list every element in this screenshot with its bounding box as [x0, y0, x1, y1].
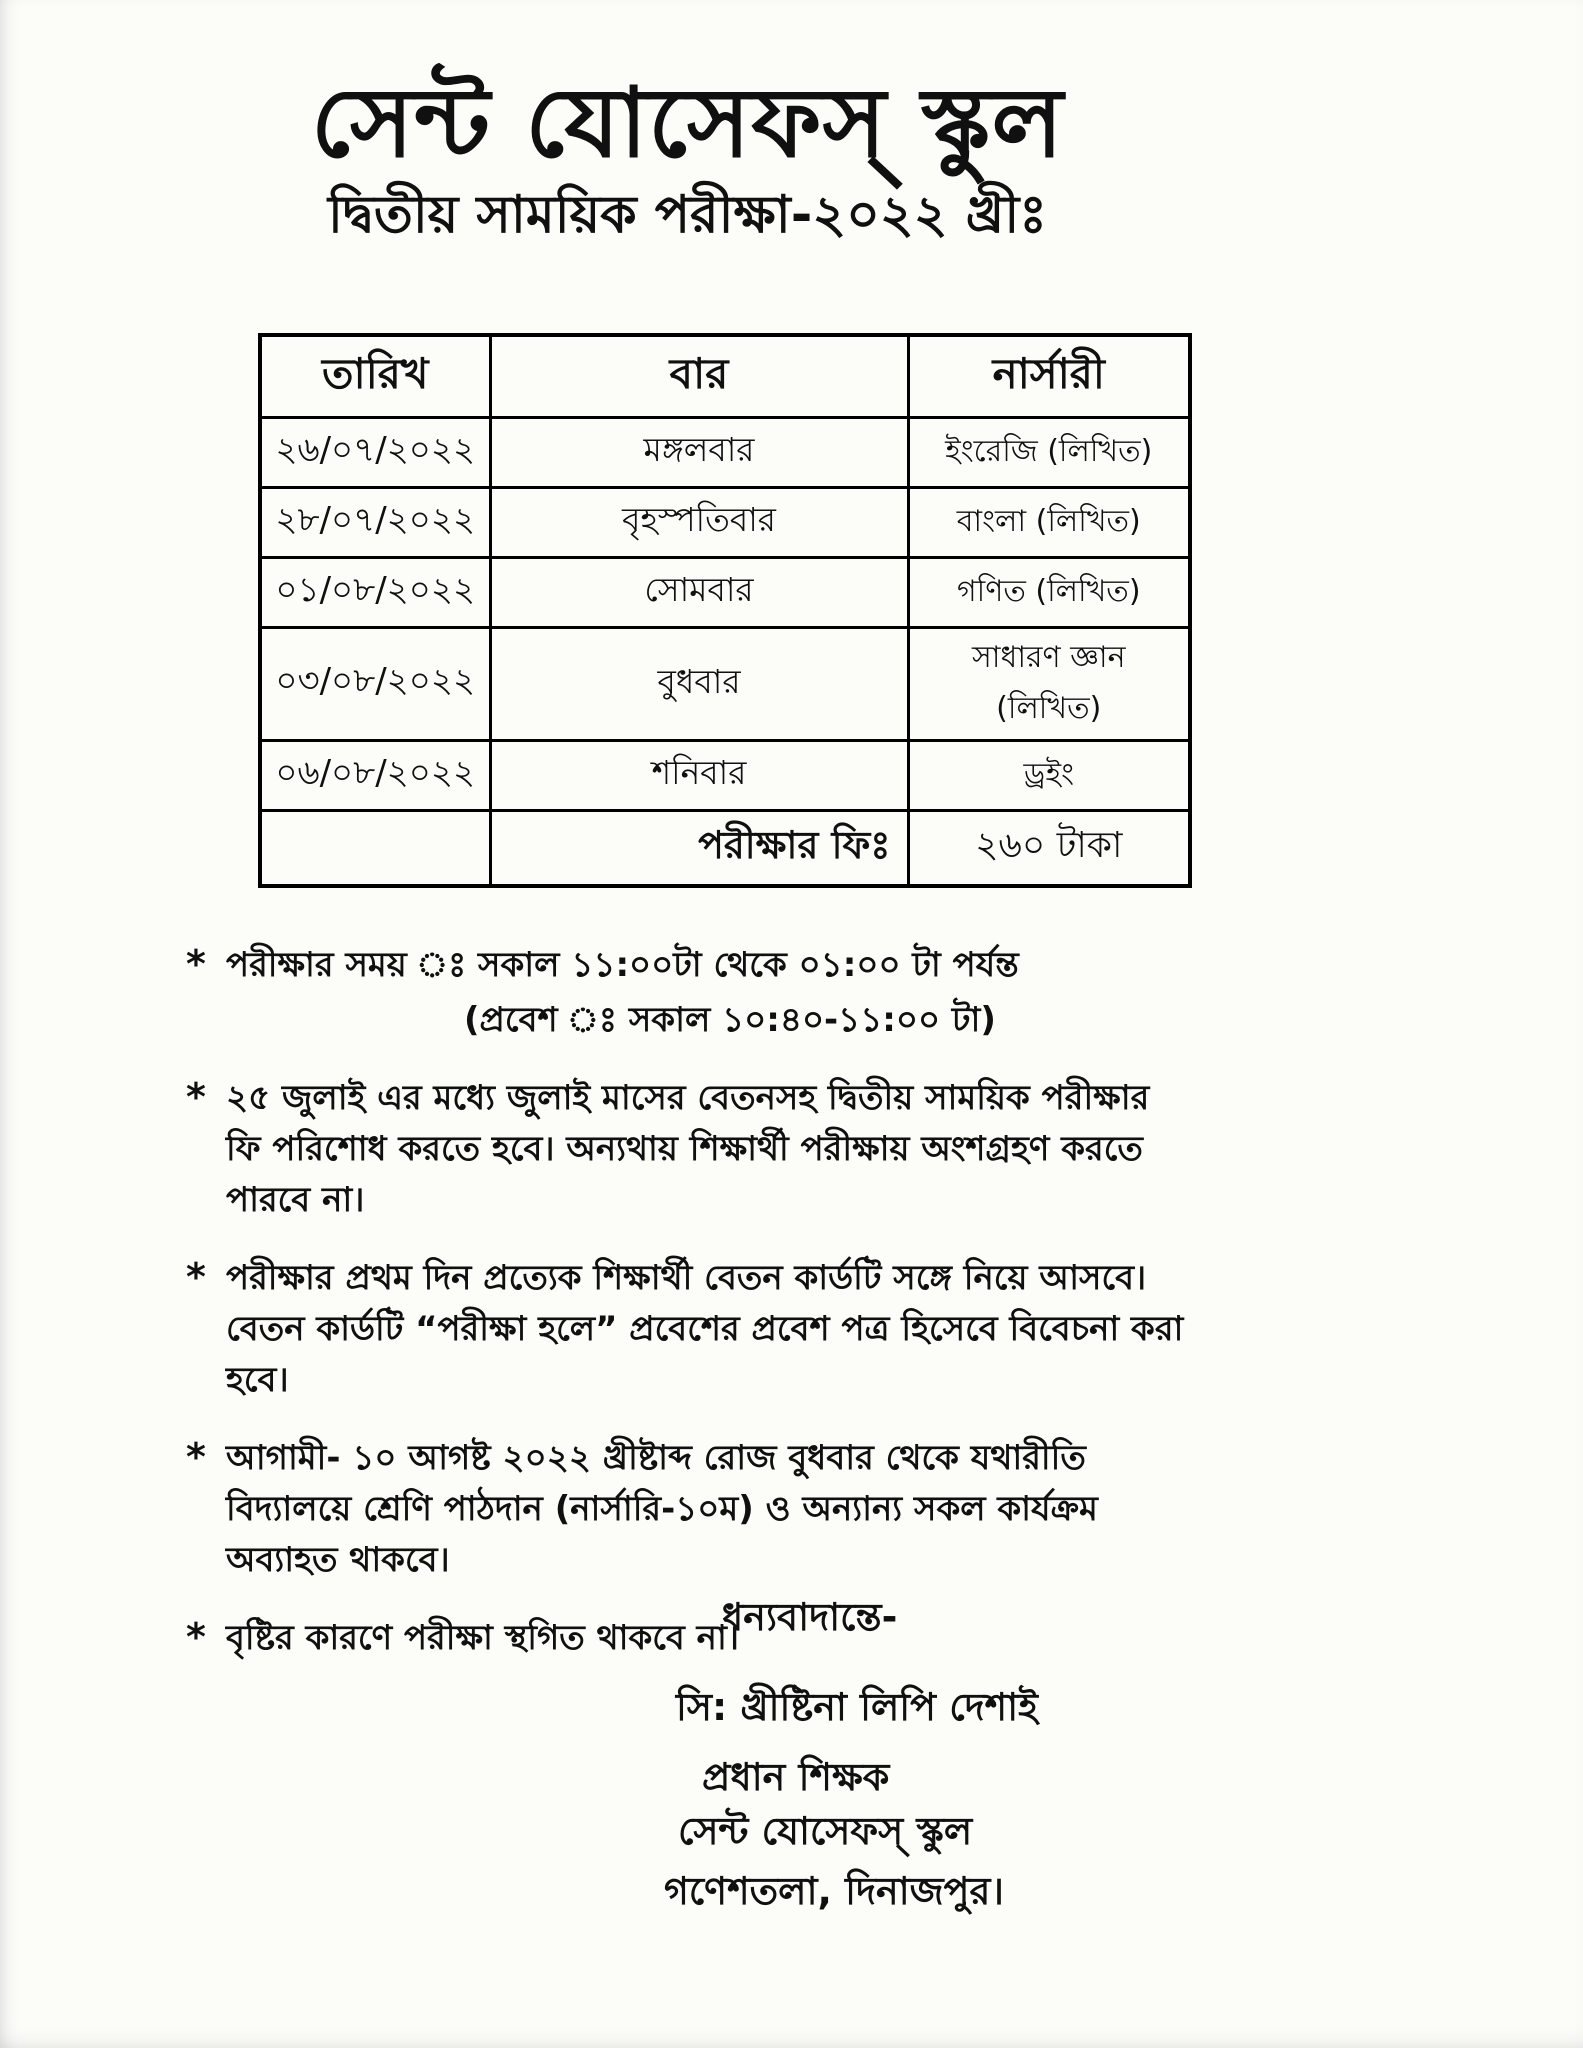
- school-name-title: সেন্ট যোসেফস্ স্কুল: [310, 66, 1065, 179]
- day-cell: বুধবার: [490, 627, 908, 740]
- note-line: (প্রবেশ ঃ সকাল ১০:৪০-১১:০০ টা): [464, 999, 996, 1040]
- note-line: ২৫ জুলাই এর মধ্যে জুলাই মাসের বেতনসহ দ্বিতীয় সাময়িক পরীক্ষার ফি পরিশোধ করতে হবে। অন্যথায় শিক্ষার্থী পরীক্ষায় অংশগ্রহণ করতে পারবে না।: [226, 1077, 1150, 1220]
- header-cell-class: নার্সারী: [908, 335, 1190, 418]
- date-cell: ২৬/০৭/২০২২: [260, 417, 490, 487]
- subject-cell: ড্রইং: [908, 740, 1190, 810]
- asterisk-marker: *: [186, 1074, 206, 1119]
- exam-schedule-table: [258, 333, 1192, 888]
- table-header-row: [260, 335, 1190, 418]
- header-cell-day: বার: [490, 335, 908, 418]
- table-row: [260, 557, 1190, 627]
- note-body: [226, 940, 1186, 1046]
- note-classes-resume: [186, 1433, 1186, 1586]
- asterisk-marker: *: [186, 1434, 206, 1479]
- date-cell: ০৬/০৮/২০২২: [260, 740, 490, 810]
- day-cell: শনিবার: [490, 740, 908, 810]
- signature-thanks: ধন্যবাদান্তে-: [722, 1595, 898, 1639]
- signature-designation: প্রধান শিক্ষক: [702, 1755, 890, 1799]
- subject-cell: ইংরেজি (লিখিত): [908, 417, 1190, 487]
- date-cell: ০৩/০৮/২০২২: [260, 627, 490, 740]
- asterisk-marker: *: [186, 1614, 206, 1659]
- signature-address: গণেশতলা, দিনাজপুর।: [664, 1869, 1004, 1913]
- date-cell: ০১/০৮/২০২২: [260, 557, 490, 627]
- subject-cell: গণিত (লিখিত): [908, 557, 1190, 627]
- note-fee-deadline: [186, 1073, 1186, 1226]
- note-line: বৃষ্টির কারণে পরীক্ষা স্থগিত থাকবে না।: [226, 1617, 739, 1658]
- note-line: পরীক্ষার প্রথম দিন প্রত্যেক শিক্ষার্থী বেতন কার্ডটি সঙ্গে নিয়ে আসবে। বেতন কার্ডটি “পরীক্ষা হলে” প্রবেশের প্রবেশ পত্র হিসেবে বিবেচনা করা হবে।: [226, 1257, 1184, 1400]
- fee-label: পরীক্ষার ফিঃ: [490, 810, 908, 886]
- table-row: [260, 627, 1190, 740]
- note-rain: [186, 1613, 1186, 1664]
- day-cell: মঙ্গলবার: [490, 417, 908, 487]
- asterisk-marker: *: [186, 1254, 206, 1299]
- exam-subtitle: দ্বিতীয় সাময়িক পরীক্ষা-২০২২ খ্রীঃ: [328, 185, 1047, 246]
- fee-value: ২৬০ টাকা: [908, 810, 1190, 886]
- day-cell: বৃহস্পতিবার: [490, 487, 908, 557]
- day-cell: সোমবার: [490, 557, 908, 627]
- fee-row: [260, 810, 1190, 886]
- subject-cell: সাধারণ জ্ঞান (লিখিত): [908, 627, 1190, 740]
- notes-list: [186, 940, 1186, 1664]
- signature-name: সি: খ্রীষ্টিনা লিপি দেশাই: [676, 1685, 1038, 1729]
- subject-cell: বাংলা (লিখিত): [908, 487, 1190, 557]
- note-line: পরীক্ষার সময় ঃ সকাল ১১:০০টা থেকে ০১:০০ টা পর্যন্ত: [226, 944, 1019, 985]
- table-row: [260, 417, 1190, 487]
- notice-content: [180, 0, 1195, 1691]
- header-cell-date: তারিখ: [260, 335, 490, 418]
- date-cell: ২৮/০৭/২০২২: [260, 487, 490, 557]
- note-pay-card: [186, 1253, 1186, 1406]
- table-row: [260, 487, 1190, 557]
- note-line: আগামী- ১০ আগষ্ট ২০২২ খ্রীষ্টাব্দ রোজ বুধবার থেকে যথারীতি বিদ্যালয়ে শ্রেণি পাঠদান (নার্সারি-১০ম) ও অন্যান্য সকল কার্যক্রম অব্যাহত থাকবে।: [226, 1437, 1098, 1580]
- note-exam-time: [186, 940, 1186, 1046]
- asterisk-marker: *: [186, 941, 206, 986]
- fee-empty-cell: [260, 810, 490, 886]
- signature-school: সেন্ট যোসেফস্ স্কুল: [678, 1809, 973, 1853]
- table-row: [260, 740, 1190, 810]
